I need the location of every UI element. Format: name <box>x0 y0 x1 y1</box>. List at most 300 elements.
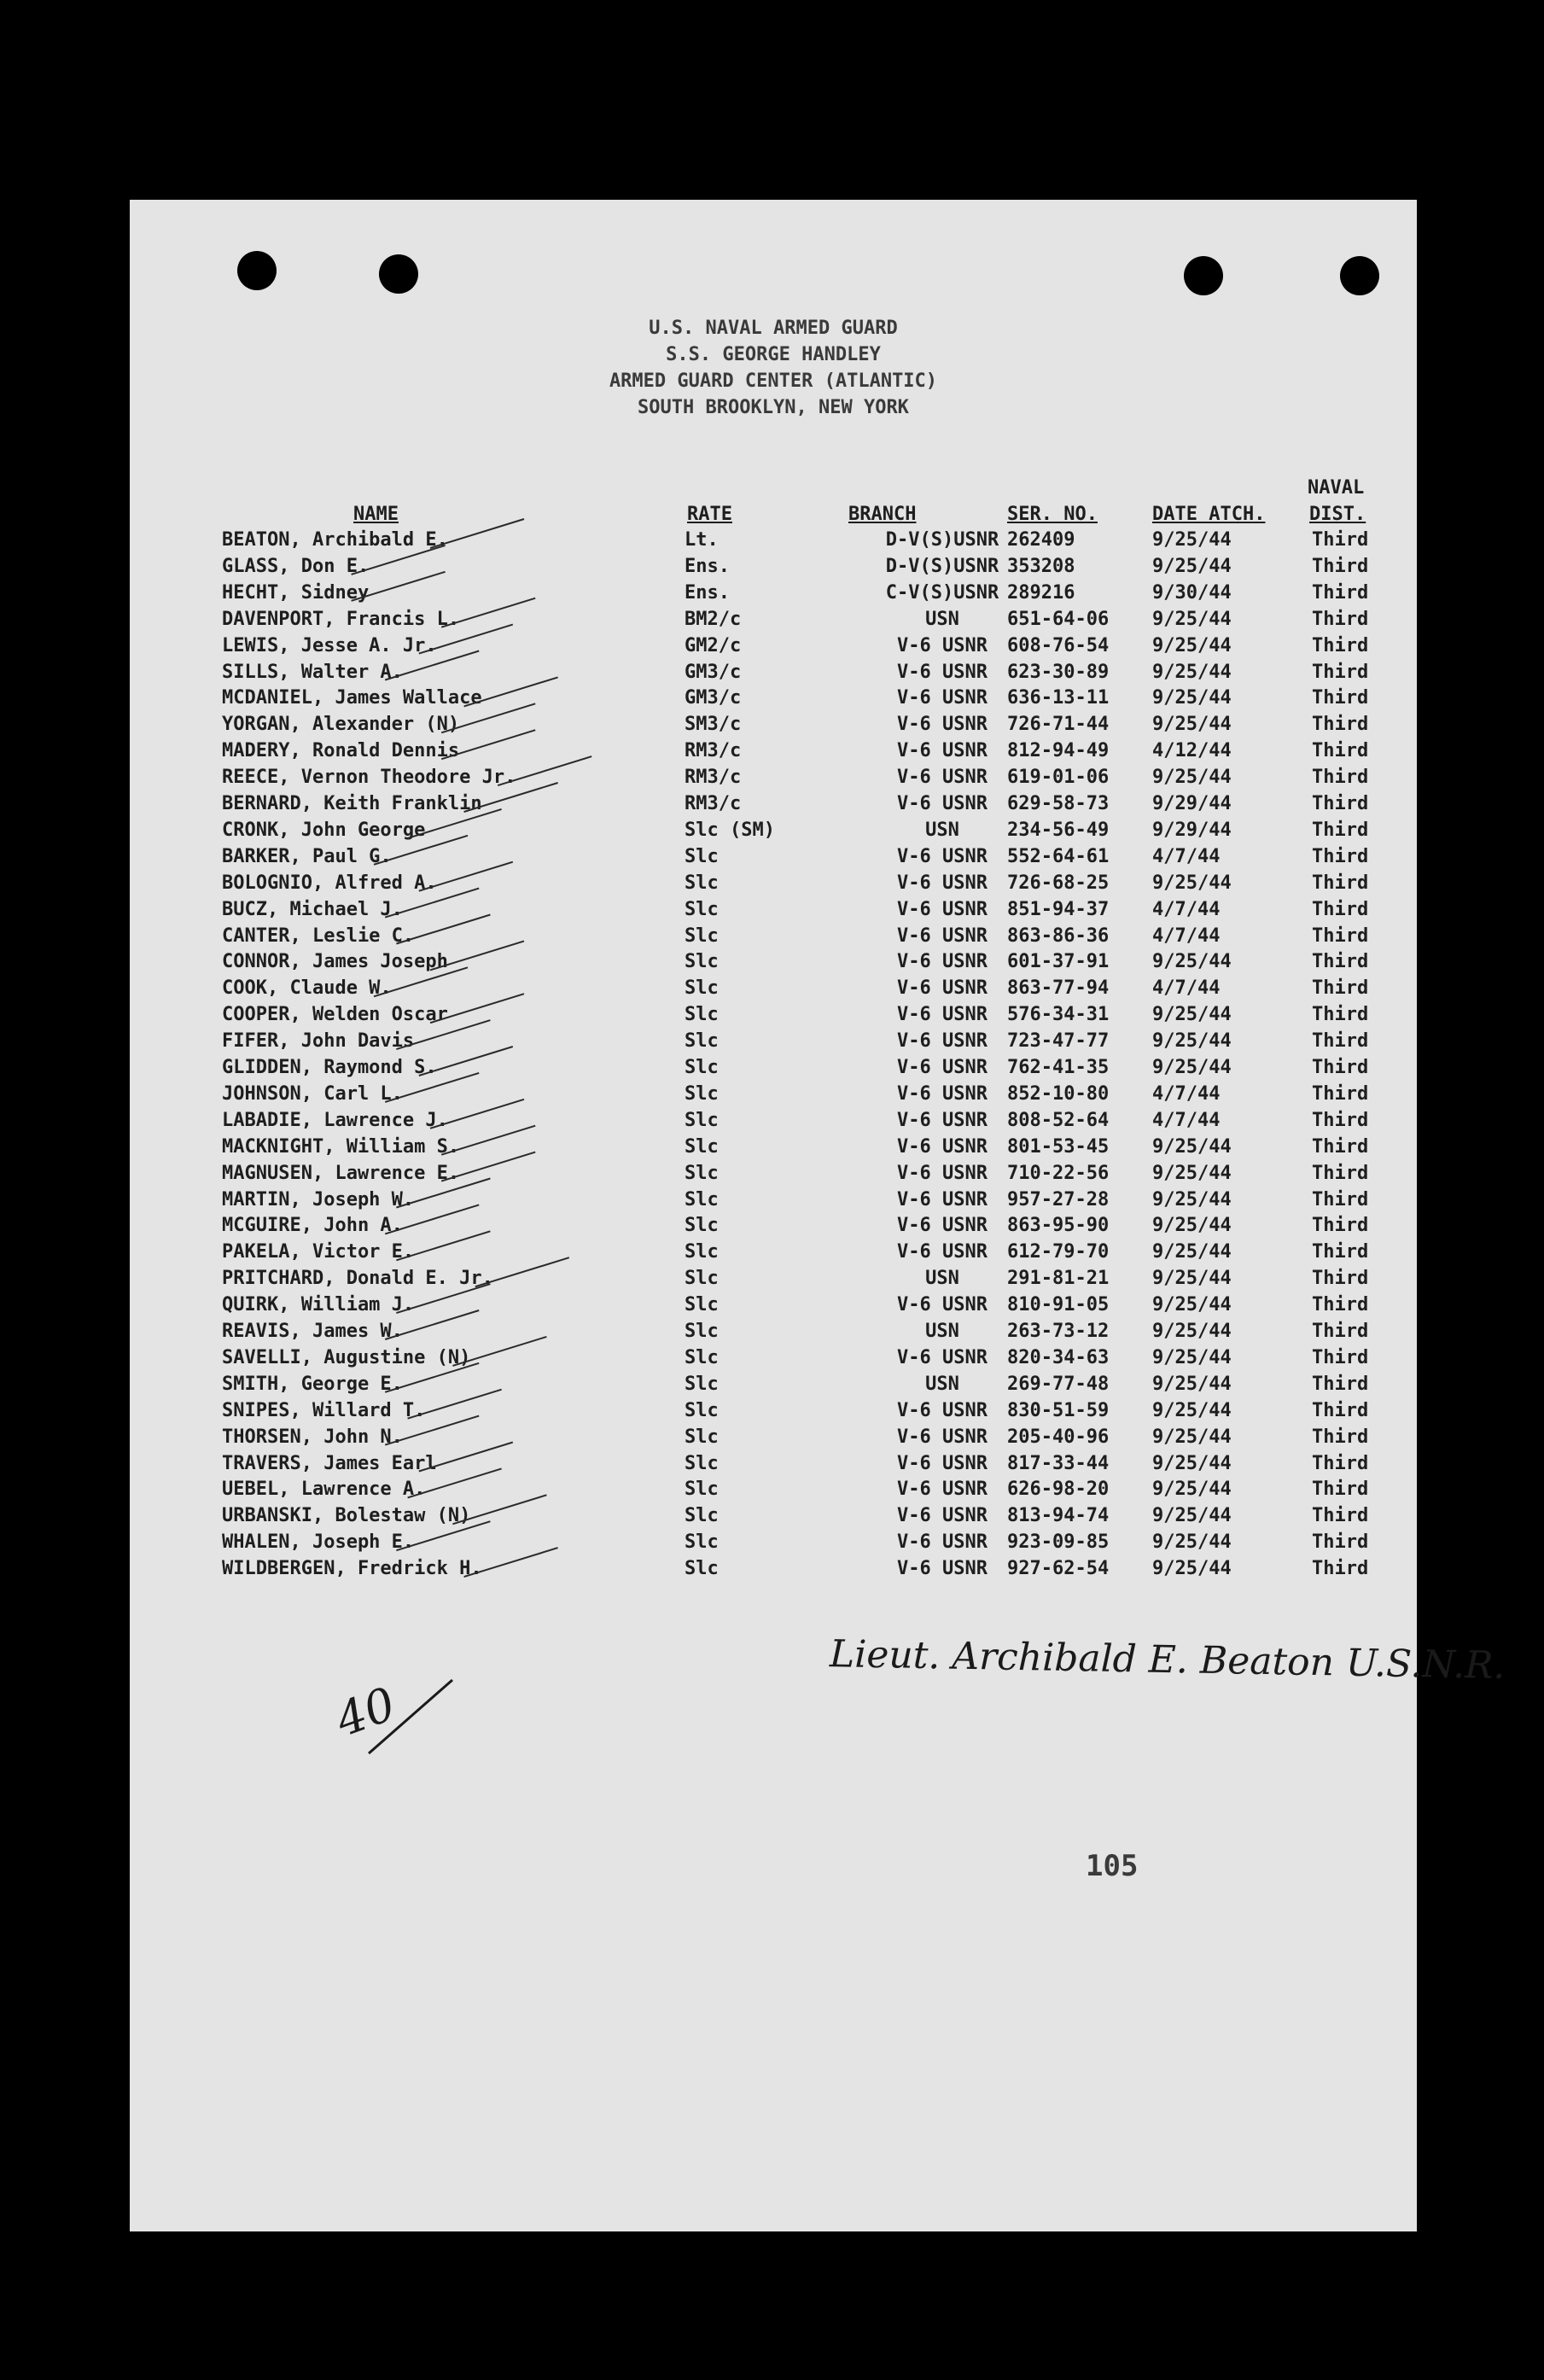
cell-date-attached: 9/25/44 <box>1152 1268 1232 1290</box>
cell-date-attached: 9/25/44 <box>1152 1321 1232 1342</box>
cell-date-attached: 9/25/44 <box>1152 1426 1232 1448</box>
cell-rate: Slc (SM) <box>685 819 775 841</box>
cell-rate: Slc <box>685 1268 719 1290</box>
cell-branch: USN <box>925 608 959 630</box>
cell-branch: USN <box>925 1373 959 1395</box>
cell-naval-district: Third <box>1312 608 1369 630</box>
cell-branch: V-6 USNR <box>897 1188 988 1210</box>
cell-date-attached: 9/25/44 <box>1152 1030 1232 1053</box>
cell-branch: V-6 USNR <box>897 1426 988 1448</box>
cell-name: MARTIN, Joseph W. <box>222 1188 415 1210</box>
cell-branch: V-6 USNR <box>897 1057 988 1078</box>
cell-naval-district: Third <box>1312 1004 1369 1026</box>
cell-rate: Slc <box>685 1399 719 1421</box>
table-row <box>130 1215 1417 1241</box>
cell-date-attached: 9/29/44 <box>1152 793 1232 814</box>
cell-naval-district: Third <box>1312 714 1369 736</box>
cell-naval-district: Third <box>1312 898 1369 920</box>
cell-name: DAVENPORT, Francis L. <box>222 608 460 630</box>
cell-name: CRONK, John George <box>222 819 426 841</box>
cell-serial-number: 623-30-89 <box>1007 661 1110 683</box>
cell-name: FIFER, John Davis <box>222 1030 415 1053</box>
cell-rate: Slc <box>685 1321 719 1342</box>
cell-name: PAKELA, Victor E. <box>222 1241 415 1263</box>
cell-branch: V-6 USNR <box>897 1531 988 1554</box>
cell-branch: V-6 USNR <box>897 767 988 789</box>
header-line-location: SOUTH BROOKLYN, NEW YORK <box>638 397 909 418</box>
cell-naval-district: Third <box>1312 1294 1369 1316</box>
cell-naval-district: Third <box>1312 1346 1369 1368</box>
cell-naval-district: Third <box>1312 1531 1369 1554</box>
cell-serial-number: 629-58-73 <box>1007 793 1110 814</box>
cell-serial-number: 263-73-12 <box>1007 1321 1110 1342</box>
cell-name: BERNARD, Keith Franklin <box>222 793 482 814</box>
cell-naval-district: Third <box>1312 687 1369 709</box>
cell-serial-number: 852-10-80 <box>1007 1082 1110 1105</box>
cell-date-attached: 4/7/44 <box>1152 898 1221 920</box>
cell-date-attached: 4/7/44 <box>1152 1082 1221 1105</box>
table-row <box>130 1558 1417 1584</box>
cell-rate: RM3/c <box>685 767 742 789</box>
cell-rate: Slc <box>685 977 719 1000</box>
cell-name: TRAVERS, James Earl <box>222 1452 437 1474</box>
table-row <box>130 1057 1417 1083</box>
cell-rate: Ens. <box>685 555 730 577</box>
cell-name: SILLS, Walter A. <box>222 661 403 683</box>
cell-rate: Slc <box>685 925 719 947</box>
cell-naval-district: Third <box>1312 1373 1369 1395</box>
cell-branch: USN <box>925 1321 959 1342</box>
cell-rate: Slc <box>685 1346 719 1368</box>
cell-serial-number: 291-81-21 <box>1007 1268 1110 1290</box>
cell-rate: Slc <box>685 1241 719 1263</box>
cell-serial-number: 863-95-90 <box>1007 1215 1110 1237</box>
cell-date-attached: 9/30/44 <box>1152 581 1232 604</box>
cell-date-attached: 9/25/44 <box>1152 714 1232 736</box>
cell-rate: GM2/c <box>685 634 742 656</box>
cell-serial-number: 636-13-11 <box>1007 687 1110 709</box>
table-row <box>130 1241 1417 1268</box>
cell-branch: D-V(S)USNR <box>885 555 999 577</box>
table-row <box>130 1531 1417 1558</box>
cell-serial-number: 723-47-77 <box>1007 1030 1110 1053</box>
cell-serial-number: 269-77-48 <box>1007 1373 1110 1395</box>
cell-naval-district: Third <box>1312 1135 1369 1158</box>
column-header-name: NAME <box>353 504 399 525</box>
cell-serial-number: 234-56-49 <box>1007 819 1110 841</box>
table-row <box>130 1294 1417 1321</box>
cell-name: BUCZ, Michael J. <box>222 898 403 920</box>
cell-branch: V-6 USNR <box>897 1030 988 1053</box>
cell-serial-number: 830-51-59 <box>1007 1399 1110 1421</box>
cell-naval-district: Third <box>1312 1082 1369 1105</box>
column-header-date-atch: DATE ATCH. <box>1152 504 1266 525</box>
table-row <box>130 1321 1417 1347</box>
cell-rate: Slc <box>685 1057 719 1078</box>
cell-name: GLASS, Don E. <box>222 555 370 577</box>
cell-serial-number: 812-94-49 <box>1007 740 1110 762</box>
cell-serial-number: 927-62-54 <box>1007 1558 1110 1580</box>
cell-naval-district: Third <box>1312 1109 1369 1131</box>
handwritten-count: 40 <box>329 1677 403 1747</box>
cell-date-attached: 9/25/44 <box>1152 1531 1232 1554</box>
column-header-naval: NAVAL <box>1308 477 1365 499</box>
cell-naval-district: Third <box>1312 1558 1369 1580</box>
cell-rate: Slc <box>685 1373 719 1395</box>
cell-date-attached: 9/25/44 <box>1152 1294 1232 1316</box>
cell-naval-district: Third <box>1312 1241 1369 1263</box>
cell-naval-district: Third <box>1312 872 1369 894</box>
header-line-unit: U.S. NAVAL ARMED GUARD <box>649 318 898 339</box>
cell-date-attached: 9/25/44 <box>1152 1479 1232 1501</box>
cell-serial-number: 810-91-05 <box>1007 1294 1110 1316</box>
cell-branch: V-6 USNR <box>897 1109 988 1131</box>
cell-branch: V-6 USNR <box>897 925 988 947</box>
cell-date-attached: 9/25/44 <box>1152 555 1232 577</box>
cell-name: MACKNIGHT, William S. <box>222 1135 460 1158</box>
cell-name: MAGNUSEN, Lawrence E. <box>222 1162 460 1184</box>
cell-rate: Slc <box>685 1030 719 1053</box>
punch-hole <box>379 254 418 294</box>
table-row <box>130 1426 1417 1453</box>
cell-date-attached: 9/25/44 <box>1152 1135 1232 1158</box>
cell-naval-district: Third <box>1312 581 1369 604</box>
header-line-ship: S.S. GEORGE HANDLEY <box>666 344 881 365</box>
table-row <box>130 1505 1417 1531</box>
cell-date-attached: 9/25/44 <box>1152 1241 1232 1263</box>
cell-serial-number: 957-27-28 <box>1007 1188 1110 1210</box>
cell-date-attached: 4/12/44 <box>1152 740 1232 762</box>
cell-name: PRITCHARD, Donald E. Jr. <box>222 1268 493 1290</box>
cell-name: WILDBERGEN, Fredrick H. <box>222 1558 482 1580</box>
table-row <box>130 820 1417 846</box>
cell-rate: Slc <box>685 1531 719 1554</box>
cell-naval-district: Third <box>1312 1268 1369 1290</box>
cell-name: SMITH, George E. <box>222 1373 403 1395</box>
cell-naval-district: Third <box>1312 819 1369 841</box>
table-row <box>130 1479 1417 1505</box>
cell-naval-district: Third <box>1312 529 1369 551</box>
cell-branch: C-V(S)USNR <box>885 581 999 604</box>
cell-rate: Slc <box>685 1162 719 1184</box>
cell-rate: Slc <box>685 1294 719 1316</box>
cell-branch: V-6 USNR <box>897 1505 988 1527</box>
cell-date-attached: 9/25/44 <box>1152 951 1232 973</box>
cell-naval-district: Third <box>1312 1188 1369 1210</box>
table-row <box>130 899 1417 925</box>
cell-naval-district: Third <box>1312 1030 1369 1053</box>
column-header-naval-dist: DIST. <box>1309 504 1366 525</box>
count-slash-mark <box>360 1675 463 1760</box>
cell-naval-district: Third <box>1312 1399 1369 1421</box>
cell-name: UEBEL, Lawrence A. <box>222 1479 426 1501</box>
cell-serial-number: 619-01-06 <box>1007 767 1110 789</box>
cell-branch: V-6 USNR <box>897 977 988 1000</box>
table-row <box>130 662 1417 688</box>
cell-serial-number: 863-77-94 <box>1007 977 1110 1000</box>
cell-date-attached: 9/25/44 <box>1152 1505 1232 1527</box>
cell-name: SAVELLI, Augustine (N) <box>222 1346 471 1368</box>
cell-branch: V-6 USNR <box>897 1241 988 1263</box>
cell-branch: V-6 USNR <box>897 1082 988 1105</box>
cell-date-attached: 9/25/44 <box>1152 661 1232 683</box>
cell-rate: Ens. <box>685 581 730 604</box>
cell-rate: GM3/c <box>685 687 742 709</box>
cell-name: COOPER, Welden Oscar <box>222 1004 448 1026</box>
cell-name: CONNOR, James Joseph <box>222 951 448 973</box>
cell-branch: V-6 USNR <box>897 872 988 894</box>
cell-branch: V-6 USNR <box>897 634 988 656</box>
cell-name: SNIPES, Willard T. <box>222 1399 426 1421</box>
cell-serial-number: 601-37-91 <box>1007 951 1110 973</box>
table-row <box>130 635 1417 662</box>
table-row <box>130 793 1417 820</box>
cell-date-attached: 9/25/44 <box>1152 687 1232 709</box>
cell-serial-number: 923-09-85 <box>1007 1531 1110 1554</box>
cell-date-attached: 9/25/44 <box>1152 1162 1232 1184</box>
cell-rate: Slc <box>685 1109 719 1131</box>
cell-naval-district: Third <box>1312 1162 1369 1184</box>
column-header-branch: BRANCH <box>848 504 917 525</box>
cell-date-attached: 9/25/44 <box>1152 1215 1232 1237</box>
cell-serial-number: 726-68-25 <box>1007 872 1110 894</box>
cell-date-attached: 9/25/44 <box>1152 872 1232 894</box>
cell-name: BARKER, Paul G. <box>222 845 392 867</box>
cell-name: MADERY, Ronald Dennis <box>222 740 460 762</box>
punch-hole <box>1340 256 1379 295</box>
table-row <box>130 1268 1417 1294</box>
cell-rate: Slc <box>685 1004 719 1026</box>
cell-branch: V-6 USNR <box>897 661 988 683</box>
cell-name: JOHNSON, Carl L. <box>222 1082 403 1105</box>
cell-rate: Slc <box>685 1558 719 1580</box>
cell-date-attached: 9/25/44 <box>1152 1373 1232 1395</box>
cell-name: CANTER, Leslie C. <box>222 925 415 947</box>
cell-branch: USN <box>925 819 959 841</box>
cell-naval-district: Third <box>1312 661 1369 683</box>
cell-branch: V-6 USNR <box>897 714 988 736</box>
cell-name: REAVIS, James W. <box>222 1321 403 1342</box>
cell-rate: Slc <box>685 1135 719 1158</box>
cell-date-attached: 4/7/44 <box>1152 977 1221 1000</box>
cell-naval-district: Third <box>1312 793 1369 814</box>
cell-branch: D-V(S)USNR <box>885 529 999 551</box>
page-number: 105 <box>1086 1849 1139 1883</box>
table-row <box>130 1453 1417 1479</box>
cell-serial-number: 710-22-56 <box>1007 1162 1110 1184</box>
cell-date-attached: 9/25/44 <box>1152 1188 1232 1210</box>
cell-branch: V-6 USNR <box>897 740 988 762</box>
table-row <box>130 556 1417 582</box>
cell-serial-number: 726-71-44 <box>1007 714 1110 736</box>
cell-name: WHALEN, Joseph E. <box>222 1531 415 1554</box>
cell-date-attached: 9/25/44 <box>1152 1346 1232 1368</box>
table-row <box>130 740 1417 767</box>
cell-serial-number: 552-64-61 <box>1007 845 1110 867</box>
cell-branch: V-6 USNR <box>897 687 988 709</box>
table-row <box>130 767 1417 793</box>
cell-rate: BM2/c <box>685 608 742 630</box>
cell-date-attached: 4/7/44 <box>1152 1109 1221 1131</box>
cell-name: MCGUIRE, John A. <box>222 1215 403 1237</box>
cell-serial-number: 801-53-45 <box>1007 1135 1110 1158</box>
cell-naval-district: Third <box>1312 740 1369 762</box>
cell-name: URBANSKI, Bolestaw (N) <box>222 1505 471 1527</box>
cell-branch: V-6 USNR <box>897 1452 988 1474</box>
cell-branch: V-6 USNR <box>897 898 988 920</box>
cell-serial-number: 817-33-44 <box>1007 1452 1110 1474</box>
document-page <box>130 200 1506 2231</box>
punch-hole <box>237 251 277 290</box>
cell-branch: V-6 USNR <box>897 1479 988 1501</box>
table-row <box>130 925 1417 952</box>
cell-name: LABADIE, Lawrence J. <box>222 1109 448 1131</box>
cell-rate: Slc <box>685 1426 719 1448</box>
cell-branch: V-6 USNR <box>897 1004 988 1026</box>
cell-rate: Slc <box>685 1479 719 1501</box>
cell-branch: V-6 USNR <box>897 1294 988 1316</box>
cell-name: QUIRK, William J. <box>222 1294 415 1316</box>
cell-naval-district: Third <box>1312 977 1369 1000</box>
table-row <box>130 687 1417 714</box>
cell-rate: Slc <box>685 1452 719 1474</box>
cell-serial-number: 813-94-74 <box>1007 1505 1110 1527</box>
cell-name: LEWIS, Jesse A. Jr. <box>222 634 437 656</box>
cell-serial-number: 762-41-35 <box>1007 1057 1110 1078</box>
cell-naval-district: Third <box>1312 1452 1369 1474</box>
cell-serial-number: 851-94-37 <box>1007 898 1110 920</box>
cell-date-attached: 4/7/44 <box>1152 845 1221 867</box>
table-row <box>130 846 1417 872</box>
cell-rate: Slc <box>685 1082 719 1105</box>
cell-naval-district: Third <box>1312 1321 1369 1342</box>
cell-name: GLIDDEN, Raymond S. <box>222 1057 437 1078</box>
table-row <box>130 1030 1417 1057</box>
cell-name: HECHT, Sidney <box>222 581 370 604</box>
cell-serial-number: 289216 <box>1007 581 1075 604</box>
cell-rate: GM3/c <box>685 661 742 683</box>
table-row <box>130 1083 1417 1110</box>
document-header <box>130 315 1417 421</box>
cell-name: THORSEN, John N. <box>222 1426 403 1448</box>
cell-serial-number: 576-34-31 <box>1007 1004 1110 1026</box>
cell-serial-number: 651-64-06 <box>1007 608 1110 630</box>
cell-name: YORGAN, Alexander (N) <box>222 714 460 736</box>
cell-name: BOLOGNIO, Alfred A. <box>222 872 437 894</box>
cell-serial-number: 626-98-20 <box>1007 1479 1110 1501</box>
table-row <box>130 1189 1417 1216</box>
cell-naval-district: Third <box>1312 1479 1369 1501</box>
cell-rate: Slc <box>685 872 719 894</box>
cell-date-attached: 9/25/44 <box>1152 634 1232 656</box>
cell-name: REECE, Vernon Theodore Jr. <box>222 767 516 789</box>
table-row <box>130 1004 1417 1030</box>
cell-serial-number: 608-76-54 <box>1007 634 1110 656</box>
table-row <box>130 872 1417 899</box>
cell-naval-district: Third <box>1312 951 1369 973</box>
cell-rate: Slc <box>685 898 719 920</box>
cell-rate: Slc <box>685 951 719 973</box>
table-row <box>130 1136 1417 1163</box>
cell-serial-number: 820-34-63 <box>1007 1346 1110 1368</box>
cell-rate: Slc <box>685 1505 719 1527</box>
cell-serial-number: 612-79-70 <box>1007 1241 1110 1263</box>
cell-branch: V-6 USNR <box>897 845 988 867</box>
cell-date-attached: 9/29/44 <box>1152 819 1232 841</box>
punch-hole <box>1184 256 1223 295</box>
cell-rate: Lt. <box>685 529 719 551</box>
cell-rate: RM3/c <box>685 740 742 762</box>
cell-date-attached: 9/25/44 <box>1152 1558 1232 1580</box>
table-row <box>130 714 1417 740</box>
cell-date-attached: 9/25/44 <box>1152 608 1232 630</box>
table-row <box>130 582 1417 609</box>
cell-naval-district: Third <box>1312 925 1369 947</box>
cell-branch: V-6 USNR <box>897 1162 988 1184</box>
cell-serial-number: 808-52-64 <box>1007 1109 1110 1131</box>
cell-naval-district: Third <box>1312 1505 1369 1527</box>
table-row <box>130 1347 1417 1374</box>
table-row <box>130 1110 1417 1136</box>
cell-branch: V-6 USNR <box>897 1558 988 1580</box>
cell-naval-district: Third <box>1312 845 1369 867</box>
cell-serial-number: 353208 <box>1007 555 1075 577</box>
cell-serial-number: 863-86-36 <box>1007 925 1110 947</box>
cell-branch: V-6 USNR <box>897 1215 988 1237</box>
cell-naval-district: Third <box>1312 555 1369 577</box>
cell-rate: RM3/c <box>685 793 742 814</box>
cell-rate: SM3/c <box>685 714 742 736</box>
table-row <box>130 1374 1417 1400</box>
cell-name: COOK, Claude W. <box>222 977 392 1000</box>
cell-name: BEATON, Archibald E. <box>222 529 448 551</box>
cell-date-attached: 9/25/44 <box>1152 767 1232 789</box>
cell-branch: V-6 USNR <box>897 793 988 814</box>
cell-rate: Slc <box>685 1188 719 1210</box>
table-row <box>130 529 1417 556</box>
cell-date-attached: 9/25/44 <box>1152 1452 1232 1474</box>
cell-branch: V-6 USNR <box>897 951 988 973</box>
cell-date-attached: 4/7/44 <box>1152 925 1221 947</box>
cell-serial-number: 205-40-96 <box>1007 1426 1110 1448</box>
cell-date-attached: 9/25/44 <box>1152 1057 1232 1078</box>
cell-branch: V-6 USNR <box>897 1399 988 1421</box>
cell-date-attached: 9/25/44 <box>1152 1399 1232 1421</box>
handwritten-signature: Lieut. Archibald E. Beaton U.S.N.R. <box>829 1632 1506 1688</box>
table-row <box>130 951 1417 977</box>
cell-naval-district: Third <box>1312 1057 1369 1078</box>
column-header-ser-no: SER. NO. <box>1007 504 1098 525</box>
cell-branch: V-6 USNR <box>897 1346 988 1368</box>
header-line-center: ARMED GUARD CENTER (ATLANTIC) <box>609 370 938 392</box>
cell-rate: Slc <box>685 845 719 867</box>
cell-naval-district: Third <box>1312 1426 1369 1448</box>
cell-branch: V-6 USNR <box>897 1135 988 1158</box>
cell-date-attached: 9/25/44 <box>1152 1004 1232 1026</box>
cell-naval-district: Third <box>1312 1215 1369 1237</box>
cell-branch: USN <box>925 1268 959 1290</box>
table-row <box>130 609 1417 635</box>
cell-rate: Slc <box>685 1215 719 1237</box>
cell-name: MCDANIEL, James Wallace <box>222 687 482 709</box>
table-row <box>130 1400 1417 1426</box>
cell-naval-district: Third <box>1312 767 1369 789</box>
table-row <box>130 1163 1417 1189</box>
table-row <box>130 977 1417 1004</box>
column-header-rate: RATE <box>687 504 732 525</box>
cell-date-attached: 9/25/44 <box>1152 529 1232 551</box>
cell-serial-number: 262409 <box>1007 529 1075 551</box>
